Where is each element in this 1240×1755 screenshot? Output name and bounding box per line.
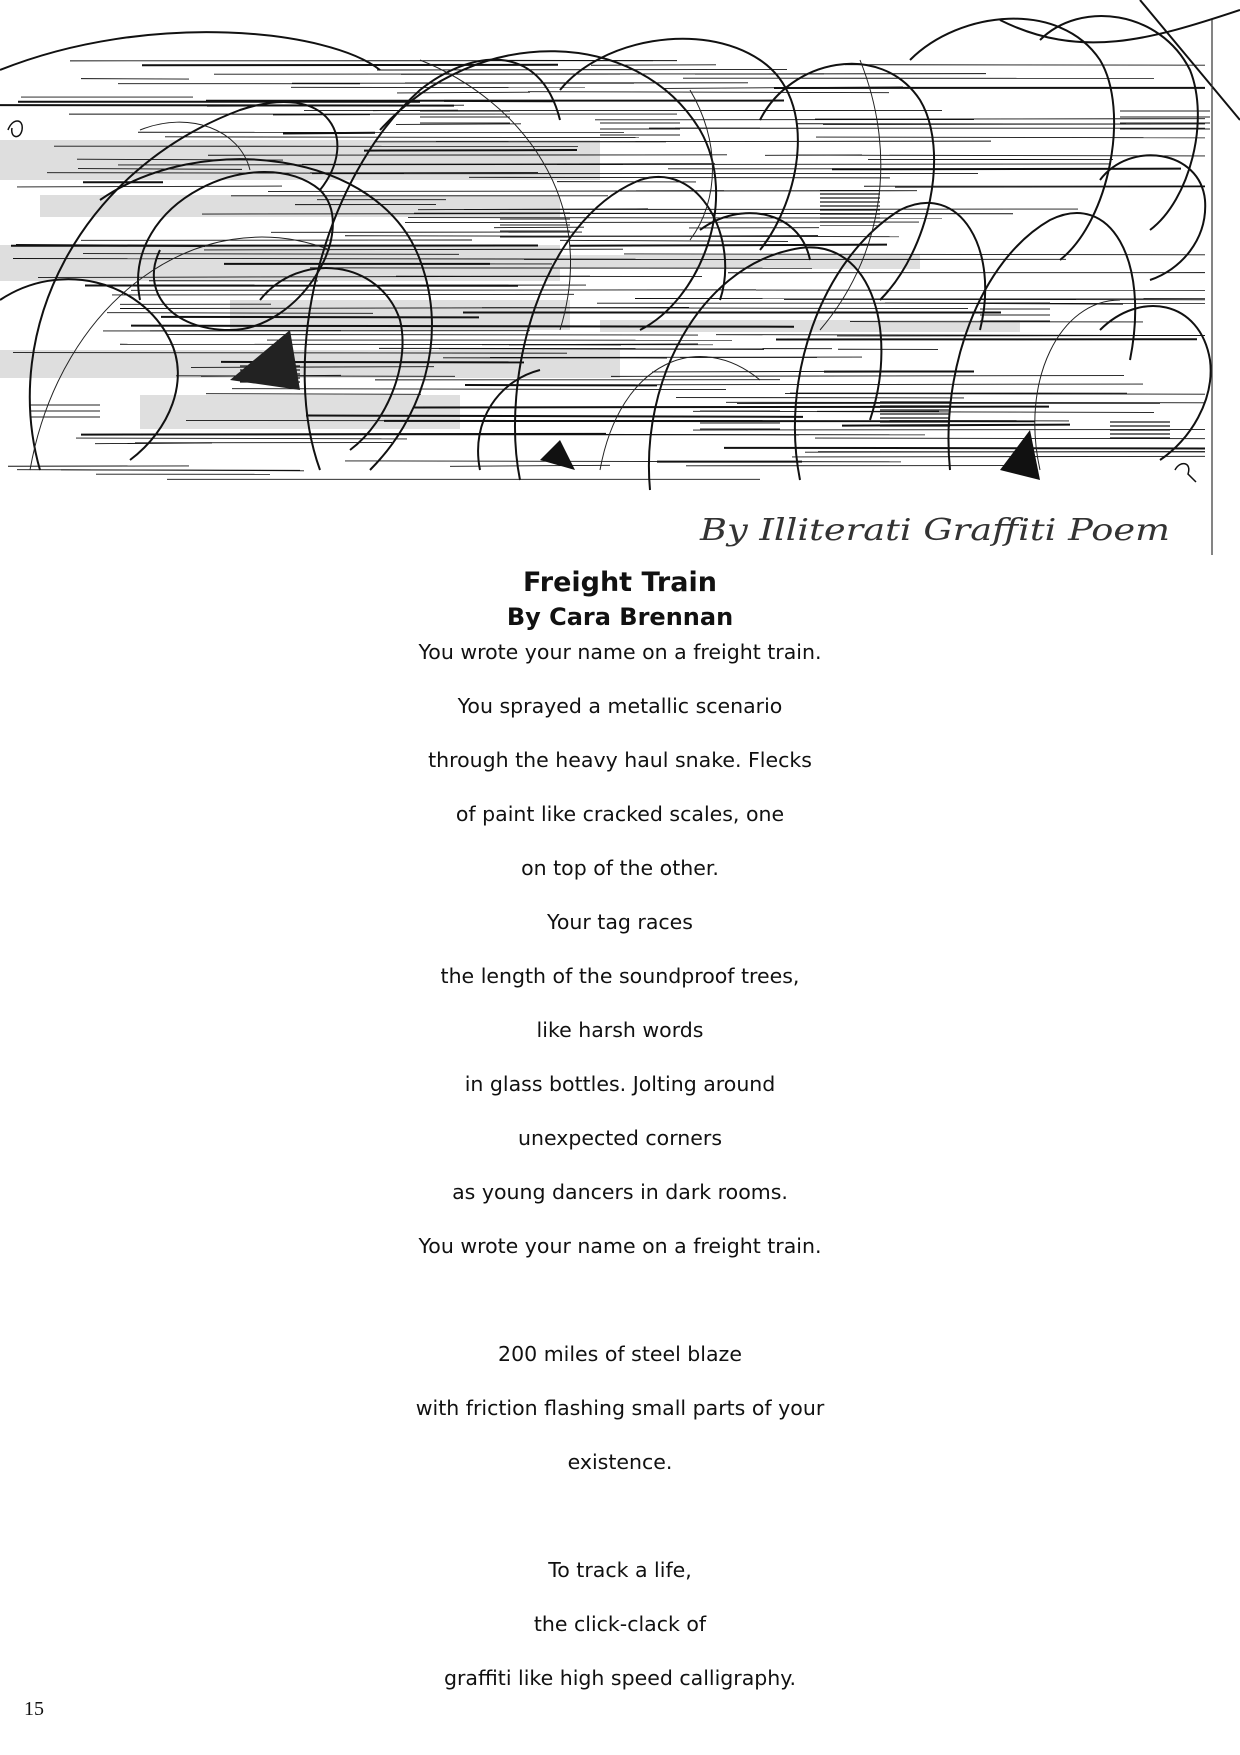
page-number: 15	[24, 1698, 44, 1720]
stroke-line	[16, 245, 205, 246]
poem-body	[0, 637, 1240, 1717]
poem-line: through the heavy haul snake. Flecks	[428, 748, 812, 772]
stroke-line	[17, 470, 300, 471]
poem-line: To track a life,	[548, 1558, 692, 1582]
stroke-line	[450, 465, 610, 466]
stroke-line	[176, 376, 455, 377]
poem-line: of paint like cracked scales, one	[455, 802, 785, 826]
stroke-line	[565, 384, 1143, 385]
poem-line: Your tag races	[547, 910, 693, 934]
poem-line: unexpected corners	[517, 1126, 723, 1150]
stroke-line	[364, 150, 577, 151]
stroke-line	[560, 240, 788, 241]
poem-line: as young dancers in dark rooms.	[452, 1180, 788, 1204]
stroke-line	[165, 137, 639, 138]
poem-line: in glass bottles. Jolting around	[464, 1072, 776, 1096]
poem-line: existence.	[567, 1450, 673, 1474]
stroke-line	[283, 133, 375, 134]
poem-line: graffiti like high speed calligraphy.	[443, 1666, 797, 1690]
poem-line: like harsh words	[536, 1018, 704, 1042]
stroke-line	[413, 407, 1049, 408]
poem-author: By Cara Brennan	[506, 603, 734, 631]
stroke-line	[112, 294, 574, 295]
stroke-line	[206, 394, 421, 395]
stroke-line	[131, 326, 794, 327]
stroke-line	[268, 191, 917, 192]
poem-line: You sprayed a metallic scenario	[457, 694, 783, 718]
stroke-line	[523, 434, 925, 435]
poem-header	[0, 565, 1240, 633]
stroke-line	[528, 92, 889, 93]
stroke-line	[232, 389, 726, 390]
artwork-signature: By Illiterati Graffiti Poem	[698, 513, 1170, 548]
poem-line: with friction flashing small parts of your	[415, 1396, 825, 1420]
stroke-line	[842, 425, 1070, 426]
stroke-line	[76, 438, 407, 439]
stroke-line	[570, 245, 887, 246]
graffiti-artwork	[0, 0, 1240, 560]
stanza-1	[0, 637, 1240, 1285]
stroke-line	[624, 254, 1205, 255]
poem-line: You wrote your name on a freight train.	[418, 640, 822, 664]
poem-line: You wrote your name on a freight train.	[418, 1234, 822, 1258]
stroke-line	[832, 169, 1181, 170]
stroke-line	[611, 376, 1124, 377]
stroke-line	[469, 177, 890, 178]
stroke-line	[785, 394, 1205, 395]
stroke-line	[120, 308, 689, 309]
stroke-line	[792, 456, 1205, 457]
stroke-line	[345, 461, 901, 462]
poem-line: 200 miles of steel blaze	[498, 1342, 742, 1366]
poem-line: on top of the other.	[521, 856, 719, 880]
stanza-2	[0, 1339, 1240, 1501]
stanza-3	[0, 1555, 1240, 1717]
poem-line: the click-clack of	[533, 1612, 707, 1636]
stroke-line	[816, 137, 1205, 138]
poem-line: the length of the soundproof trees,	[440, 964, 800, 988]
stroke-line	[17, 186, 282, 187]
poem-title: Freight Train	[523, 567, 717, 598]
